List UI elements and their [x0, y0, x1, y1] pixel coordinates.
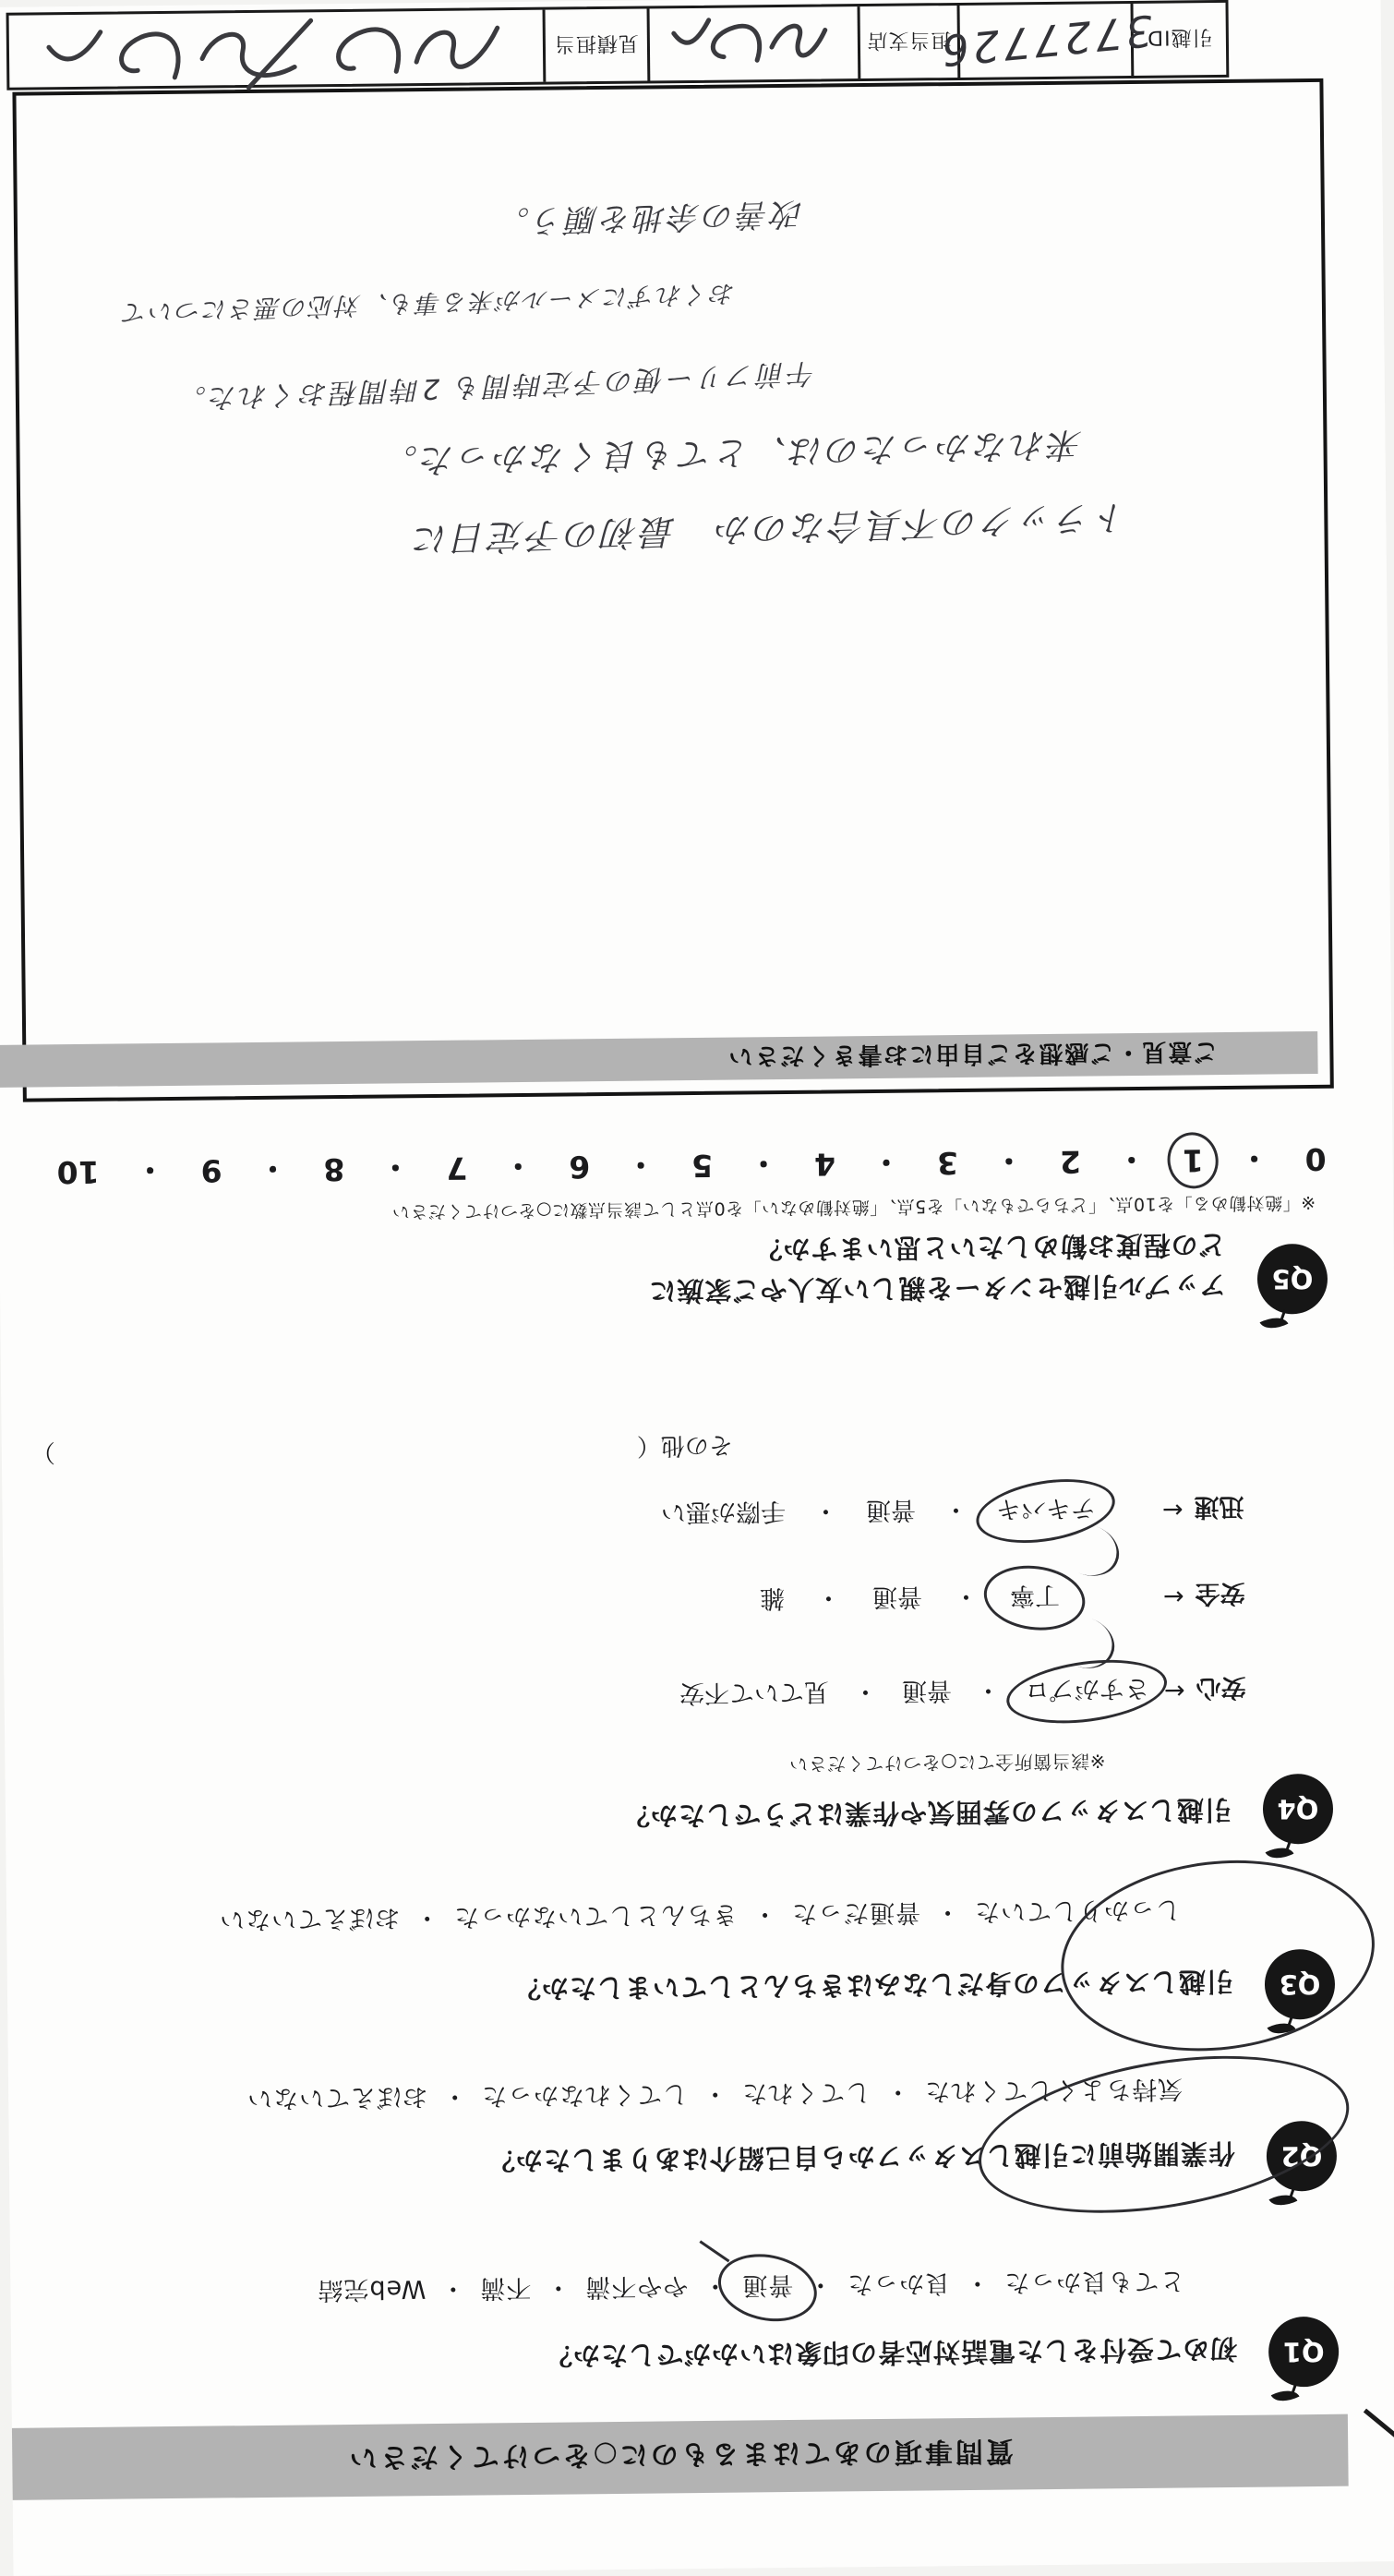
footer-cell-estimator — [546, 8, 651, 81]
option-separator: ・ — [933, 1897, 961, 1927]
option-separator: ・ — [441, 2081, 468, 2111]
q4-option-anshin-futsuu: 普通 — [901, 1676, 953, 1705]
q5-rating-scale — [56, 1138, 1326, 1194]
q1-option-fuman: 不満 — [479, 2272, 532, 2303]
scale-separator: ・ — [748, 1145, 779, 1182]
hikkoshi-id-handwritten-value: 3727726 — [935, 5, 1155, 77]
handwritten-comment-line4: おくれずにメールが来る事も、対応の悪さについて — [120, 278, 737, 327]
q4-row-anshin-label: 安心 — [1196, 1672, 1246, 1703]
q5-question-line2: どの程度お勧めしたいと思いますか？ — [754, 1229, 1226, 1266]
q4-other-close-paren: ） — [30, 1438, 56, 1466]
scale-1-selected: 1 — [1183, 1142, 1204, 1178]
q4-note: ※該当箇所全てに○をつけてください — [788, 1750, 1106, 1776]
scale-3: 3 — [936, 1145, 959, 1182]
scale-separator: ・ — [871, 1143, 902, 1181]
q3-question-text: 引越しスタッフの身だしなみはきちんとしていましたか？ — [512, 1965, 1234, 2005]
scale-separator: ・ — [625, 1146, 656, 1183]
q3-badge-label: Q3 — [1279, 1968, 1321, 2001]
scale-separator: ・ — [1238, 1139, 1270, 1176]
q5-note: ※「絶対勧める」を10点、「どちらでもない」を5点、「絶対勧めない」を0点として該当点数に○をつけてください — [391, 1191, 1316, 1222]
q1-option-totemo-yokatta: とても良かった — [1003, 2266, 1185, 2297]
q4-option-jinsoku-futsuu: 普通 — [865, 1495, 917, 1525]
footer-id-table — [6, 0, 1230, 90]
q4-row-anshin — [679, 1672, 1246, 1714]
section-bar-instructions — [12, 2414, 1349, 2500]
q1-option-yaya-fuman: やや不満 — [584, 2271, 689, 2302]
handwritten-comment-line1: トラックの不具合なのか 最初の予定日に — [410, 497, 1130, 560]
q4-question-text: 引越しスタッフの雰囲気や作業はどうでしたか？ — [621, 1793, 1232, 1832]
q2-option-kimochiyoku-selected: 気持ちよくしてくれた — [924, 2074, 1184, 2106]
q2-option-shitekureta: してくれた — [741, 2077, 871, 2108]
q4-option-zatsu: 雑 — [759, 1583, 786, 1613]
option-separator: ・ — [414, 1902, 440, 1932]
q3-option-futsuu-datta: 普通だった — [790, 1897, 921, 1928]
q1-option-web-kanketsu: Web完結 — [317, 2274, 427, 2305]
handwritten-comment-line2: 来れなかったのは、とても良くなかった。 — [380, 424, 1083, 482]
footer-cell-estimator-value — [9, 10, 547, 88]
q5-badge — [1257, 1244, 1328, 1315]
q5-question-line1: アップル引越センターを親しい友人やご家族に — [648, 1270, 1227, 1307]
option-separator: ・ — [815, 1583, 842, 1612]
option-separator: ・ — [852, 1676, 879, 1706]
footer-cell-hikkoshi-id-value — [935, 4, 1155, 78]
q1-question-text: 初めて受付をした電話対応者の印象はいかがでしたか？ — [544, 2332, 1238, 2372]
handwritten-comment-line3: 午前フリー便の予定時間も 2時間程おくれた。 — [174, 355, 817, 415]
option-separator: ・ — [545, 2272, 571, 2302]
pen-circle-q1-tail — [699, 2240, 729, 2262]
scale-8: 8 — [323, 1150, 345, 1188]
q4-row-jinsoku — [661, 1491, 1244, 1534]
comment-header-text: ご意見・ご感想をご自由にお書きください — [727, 1037, 1219, 1071]
q4-other-label: その他（ — [636, 1430, 733, 1460]
option-separator: ・ — [807, 2269, 834, 2299]
q4-option-tegiwa-warui: 手際が悪い — [660, 1497, 787, 1527]
q2-option-oboeteinai: おぼえていない — [246, 2082, 428, 2113]
q4-option-miteite-fuan: 見ていて不安 — [679, 1677, 830, 1708]
q1-option-futsuu-selected: 普通 — [741, 2269, 793, 2306]
scale-2: 2 — [1059, 1143, 1082, 1180]
q2-badge-label: Q2 — [1280, 2139, 1323, 2173]
q4-row-jinsoku-label: 迅速 — [1194, 1491, 1244, 1522]
scale-separator: ・ — [1116, 1140, 1148, 1178]
q3-option-oboeteinai: おぼえていない — [219, 1903, 401, 1934]
option-separator: ・ — [439, 2273, 466, 2303]
q4-option-anzen-futsuu: 普通 — [871, 1582, 923, 1612]
handwritten-comment-line5: 改善の余地を願う。 — [495, 194, 804, 241]
scale-separator: ・ — [379, 1149, 412, 1186]
q4-badge — [1263, 1774, 1334, 1845]
q3-option-shikkari-selected: しっかりしていた — [973, 1895, 1182, 1926]
footer-cell-branch-value — [650, 6, 861, 80]
q4-option-teinei-selected: 丁寧 — [1010, 1580, 1060, 1617]
instructions-text: 質問事項のあてはまるものに○をつけてください — [346, 2434, 1015, 2474]
q4-badge-label: Q4 — [1277, 1792, 1319, 1825]
scale-5: 5 — [691, 1147, 714, 1185]
q3-option-kichinto-shiteinakatta: きちんとしていなかった — [452, 1899, 739, 1932]
option-separator: ・ — [751, 1899, 778, 1929]
scale-6: 6 — [569, 1149, 591, 1186]
handwritten-branch-signature — [661, 13, 847, 74]
q1-badge — [1268, 2317, 1340, 2388]
q1-badge-label: Q1 — [1282, 2335, 1325, 2368]
option-separator: ・ — [812, 1496, 839, 1525]
scale-7: 7 — [446, 1150, 468, 1186]
q4-option-sasuga-pro-selected: さすがプロ — [1025, 1673, 1149, 1710]
option-separator: ・ — [702, 2270, 728, 2301]
scan-artifact-mark — [1364, 2409, 1394, 2440]
pen-connector-stroke — [1045, 1607, 1123, 1677]
pen-circle-q3 — [1051, 1844, 1385, 2067]
scale-separator: ・ — [134, 1151, 166, 1188]
q2-question-text: 作業開始前に引越しスタッフから自己紹介はありましたか？ — [487, 2137, 1236, 2177]
scale-10: 10 — [56, 1153, 100, 1191]
handwritten-estimator-signature — [26, 0, 525, 98]
q5-badge-label: Q5 — [1271, 1263, 1314, 1295]
option-separator: ・ — [964, 2268, 991, 2298]
scale-4: 4 — [813, 1146, 836, 1183]
option-separator: ・ — [975, 1675, 1002, 1704]
hikkoshi-id-label: 引越ID — [1147, 25, 1213, 50]
option-separator: ・ — [953, 1581, 979, 1611]
scale-9: 9 — [200, 1152, 222, 1189]
scale-0: 0 — [1304, 1140, 1327, 1178]
option-separator: ・ — [943, 1494, 969, 1524]
pen-circle-q2 — [967, 2031, 1361, 2237]
scale-separator: ・ — [993, 1142, 1025, 1179]
q3-options — [219, 1895, 1181, 1941]
q4-option-tekipaki-selected: テキパキ — [996, 1492, 1096, 1529]
scale-separator: ・ — [502, 1147, 534, 1185]
left-arrow-icon: ← — [1161, 1495, 1184, 1524]
q4-row-anzen — [760, 1578, 1245, 1619]
q4-row-anzen-label: 安全 — [1195, 1578, 1245, 1608]
estimator-label: 見積担当 — [553, 31, 640, 56]
q1-options — [317, 2266, 1184, 2311]
q2-option-shitekurenakatta: してくれなかった — [481, 2079, 689, 2111]
q1-option-yokatta: 良かった — [847, 2269, 951, 2299]
option-separator: ・ — [702, 2078, 728, 2108]
scale-separator: ・ — [257, 1150, 289, 1186]
option-separator: ・ — [884, 2076, 911, 2106]
branch-label: 担当支店 — [866, 28, 952, 53]
left-arrow-icon: ← — [1163, 1676, 1185, 1705]
left-arrow-icon: ← — [1162, 1582, 1184, 1611]
